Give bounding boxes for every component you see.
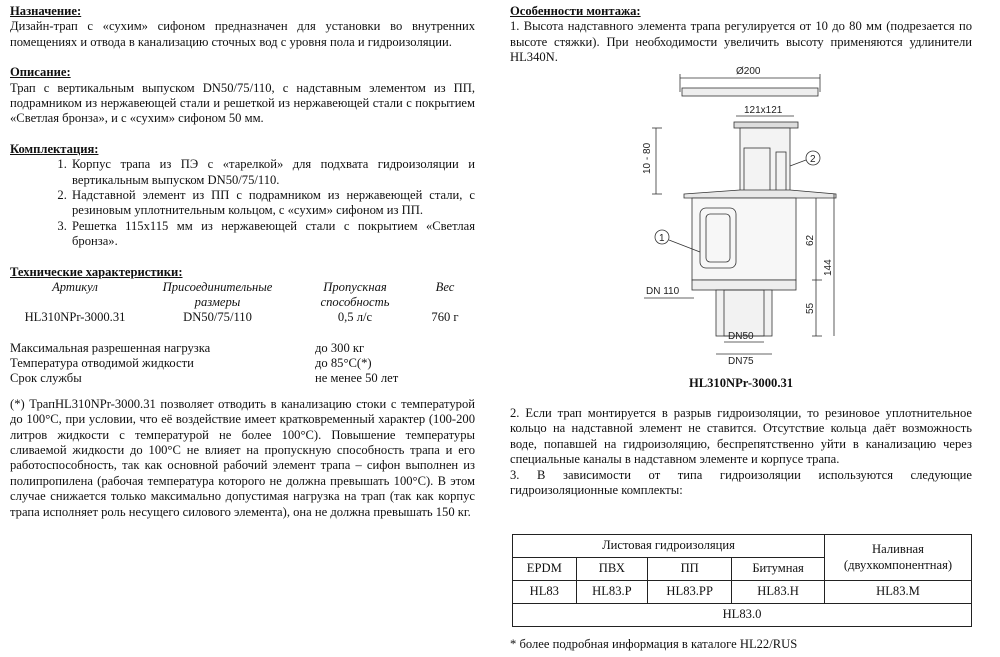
specs-header-row: [10, 280, 475, 310]
specs-capacity: 0,5 л/с: [337, 310, 373, 325]
dim-dn50-label: DN50: [728, 331, 754, 342]
callout-1-label: 1: [659, 233, 665, 244]
param-label: Срок службы: [10, 371, 82, 386]
specs-header-article: Артикул: [52, 280, 98, 295]
install-notes: [510, 406, 972, 498]
param-value: до 300 кг: [315, 340, 365, 355]
param-row: [10, 371, 475, 386]
kit-hl83h: HL83.H: [732, 581, 825, 604]
install-p3: 3. В зависимости от типа гидроизоляции используются следующие гидроизоляционные комплекты:: [510, 467, 972, 498]
grate-top-view: [682, 88, 818, 96]
specs-weight: 760 г: [431, 310, 459, 325]
dim-dn75-label: DN75: [728, 356, 754, 367]
outlet-dn110: [692, 280, 796, 290]
dim-dn110-label: DN 110: [646, 286, 680, 297]
install-p1: 1. Высота надставного элемента трапа регулируется от 10 до 80 мм (подрезается по высоте стяжки). При необходимости увеличить высоту применяются удлинители HL340N.: [510, 19, 972, 65]
kit-hl83: HL83: [513, 581, 577, 604]
param-label: Температура отводимой жидкости: [10, 355, 194, 370]
param-value: не менее 50 лет: [315, 371, 399, 386]
dim-d200-label: Ø200: [736, 66, 761, 77]
specs-article: HL310NPr-3000.31: [24, 310, 126, 325]
kit-hl83m: HL83.M: [825, 581, 972, 604]
install-title: Особенности монтажа:: [510, 4, 641, 18]
install-p2: 2. Если трап монтируется в разрыв гидроизоляции, то резиновое уплотнительное кольцо на надставной элемент не ставится. Отсутствие кольца даёт возможность воде, попавшей на гидроизоляцию, беспрепятственно уйти в канализацию через специальные каналы в надставном элементе и корпусе трапа.: [510, 406, 972, 467]
right-column: [510, 4, 972, 66]
description-text: Трап с вертикальным выпуском DN50/75/110, с надставным элементом из ПП, подрамником из нержавеющей стали и решеткой из нержавеющей стали с покрытием «Светлая бронза», и с «сухим» сифоном 50 мм.: [10, 80, 475, 126]
kit-hl83p: HL83.P: [576, 581, 648, 604]
dim-62-label: 62: [805, 234, 816, 246]
extension-element: [740, 128, 790, 198]
outlet-dn75: [716, 290, 772, 336]
dim-55-label: 55: [805, 302, 816, 314]
dim-grate-label: 121x121: [744, 105, 783, 116]
kit-hl83pp: HL83.PP: [648, 581, 732, 604]
specs-header-sizes: Присоединительные размеры: [162, 280, 273, 310]
type-epdm: EPDM: [513, 558, 577, 581]
type-pp: ПП: [648, 558, 732, 581]
param-value: до 85°С(*): [315, 355, 372, 370]
param-row: [10, 341, 475, 356]
param-row: [10, 356, 475, 371]
specs-header-capacity: Пропускная способность: [320, 280, 390, 310]
purpose-title: Назначение:: [10, 4, 82, 18]
kit-item: 3. Решетка 115х115 мм из нержавеющей стали с покрытием «Светлая бронза».: [70, 219, 475, 250]
param-label: Максимальная разрешенная нагрузка: [10, 340, 211, 355]
specs-header-weight: Вес: [435, 280, 455, 295]
specs-title: Технические характеристики:: [10, 264, 183, 279]
kit-list: [10, 157, 475, 249]
kit-item: 2. Надставной элемент из ПП с подрамником из нержавеющей стали, с резиновым уплотнительным кольцом, с «сухим» сифоном из ПП.: [70, 188, 475, 219]
sheet-waterproofing-header: Листовая гидроизоляция: [513, 535, 825, 558]
dim-144-label: 144: [823, 259, 834, 276]
dim-10-80-label: 10 - 80: [642, 142, 653, 174]
liquid-waterproofing-header: Наливная (двухкомпонентная): [825, 535, 972, 581]
catalog-footnote: * более подробная информация в каталоге HL22/RUS: [510, 637, 798, 651]
drain-technical-drawing: [640, 62, 840, 368]
grate: [734, 122, 798, 128]
left-column: [10, 4, 475, 520]
waterproofing-kits-table: [512, 534, 972, 627]
specs-sizes: DN50/75/110: [183, 310, 252, 325]
temperature-note: (*) ТрапHL310NPr-3000.31 позволяет отводить в канализацию стоки с температурой до 100°С, при условии, что её воздействие имеет кратковременный характер (100-200 литров жидкости с температурой не более 100°С). Повышение температуры сливаемой жидкости до 100°С не влияет на пропускную способность трапа и его работоспособность, так как основной рабочий элемент трапа – сифон выполнен из полипропилена (рабочая температура которого не должна превышать 100°С). В этом случае снижается только максимально допустимая нагрузка на трап (так как корпус трапа исполняет роль несущего силового элемента), она не должна превышать 150 кг.: [10, 396, 475, 519]
kit-title: Комплектация:: [10, 141, 99, 156]
kit-hl830: HL83.0: [513, 604, 972, 627]
purpose-text: Дизайн-трап с «сухим» сифоном предназначен для установки во внутренних помещениях и отвода в канализацию сточных вод с уровня пола и гидроизоляции.: [10, 19, 475, 49]
specs-data-row: [10, 310, 475, 325]
waterproofing-tray: [684, 190, 836, 198]
type-bitumen: Битумная: [732, 558, 825, 581]
callout-2-label: 2: [810, 154, 816, 165]
type-pvc: ПВХ: [576, 558, 648, 581]
description-title: Описание:: [10, 65, 71, 80]
drawing-caption: HL310NPr-3000.31: [688, 376, 794, 390]
kit-item: 1. Корпус трапа из ПЭ с «тарелкой» для подхвата гидроизоляции и вертикальным выпуском DN50/75/110.: [70, 157, 475, 188]
